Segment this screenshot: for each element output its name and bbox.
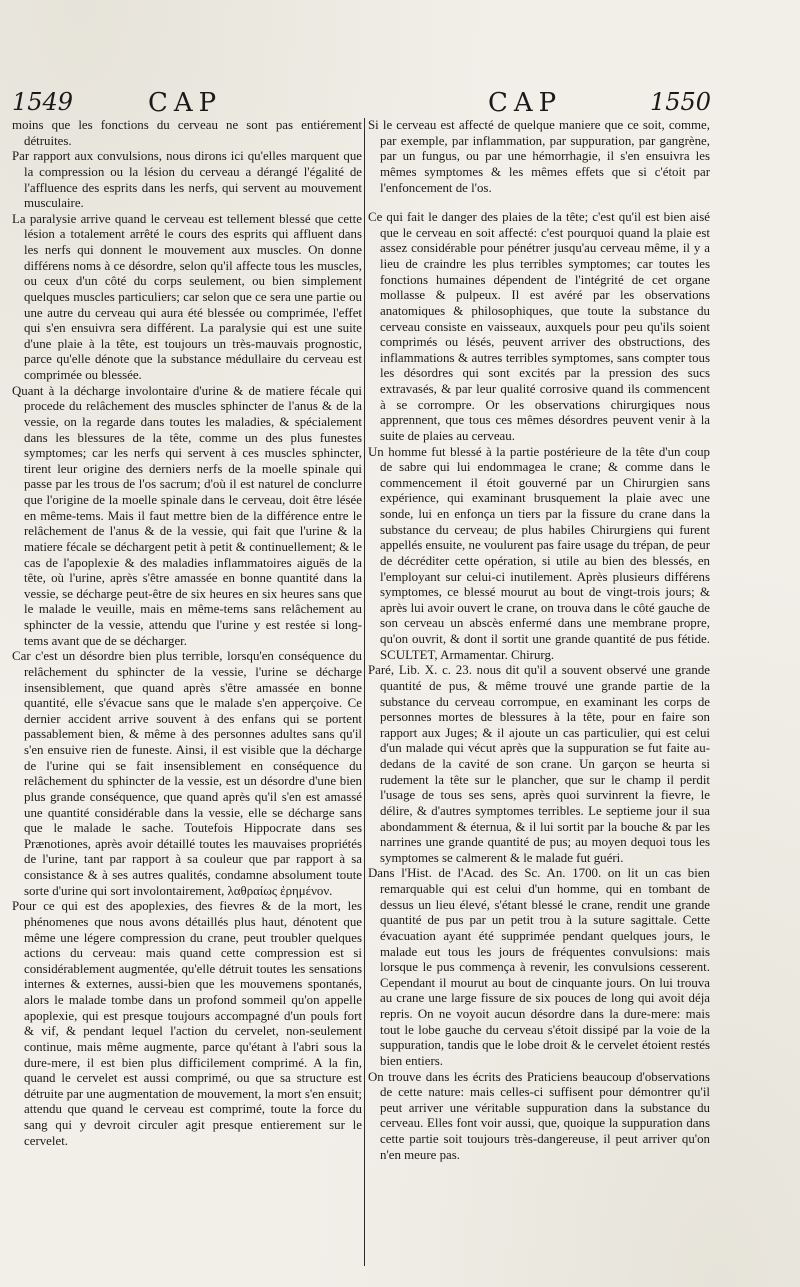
paragraph: Pour ce qui est des apoplexies, des fievres & de la mort, les phénomenes que nous avons détaillés plus haut, dénotent que même une légere compression du crane, peut troubler quelques actions du cerveau: mais quand cette compression est si considérablement augmentée, qu'elle détruit toutes les sensations internes & externes, aussi-bien que les mouvemens spontanés, alors le malade tombe dans un profond sommeil qu'on appelle apoplexie, qui est presque toujours accompagné d'un pouls fort & vif, & pendant lequel l'action du cervelet, non-seulement continue, mais même augmente, parce qu'étant à l'abri sous la dure-mere, il est bien plus difficilement comprimé. A la fin, quand le cervelet est aussi comprimé, ou que sa structure est détruite par une augmentation de mouvement, la mort s'en ensuit; attendu que quand le cerveau est comprimé, toute la force du sang qui y devroit circuler agit presque entierement sur le cervelet. <box>12 899 362 1148</box>
paragraph: Dans l'Hist. de l'Acad. des Sc. An. 1700. on lit un cas bien remarquable qui est celui d'un homme, qui en tombant de dessus un lieu élevé, s'étant blessé le crane, rendit une grande quantité de pus par un petit trou à la suture sagittale. Cette évacuation ayant été supprimée pendant quelques jours, le malade eut tous les jours de fréquentes convulsions: mais lorsque le pus commença à revenir, les convulsions cesserent. Cependant il mourut au bout de cinquante jours. On lui trouva au crane une large fissure de six pouces de long qui avoit déja repris. On ne voyoit aucun désordre dans la dure-mere: mais tout le lobe gauche du cerveau s'étoit dissipé par la voie de la suppuration, tandis que le lobe droit & le cervelet étoient restés bien entiers. <box>368 866 710 1068</box>
paragraph: Ce qui fait le danger des plaies de la tête; c'est qu'il est bien aisé que le cerveau en soit affecté: c'est pourquoi quand la plaie est assez considérable pour pénétrer jusqu'au cerveau même, il y a lieu de craindre les plus terribles symptomes; car toutes les fonctions humaines dépendent de l'intégrité de cet organe mollasse & pulpeux. Il est avéré par les observations anatomiques & philosophiques, que toute la substance du cerveau consiste en vaisseaux, auxquels pour peu qu'ils soient comprimés ou lésés, peuvent arriver des obstructions, des inflammations & autres terribles symptomes, sans compter tous les désordres qui sont excités par la pression des sucs extravasés, & par leur qualité corrosive quand ils commencent à se corrompre. Or les observations chirurgiques nous apprennent, que tous ces mêmes désordres peuvent venir à la suite de plaies au cerveau. <box>368 210 710 443</box>
running-head-right: CAP <box>488 88 563 118</box>
right-column <box>368 118 710 1163</box>
paragraph: Un homme fut blessé à la partie postérieure de la tête d'un coup de sabre qui lui endommagea le crane; & comme dans le commencement il étoit gouverné par un Chirurgien sans expérience, qui examinant brusquement la plaie avec une sonde, lui en enfonça un tiers par la fissure du crane dans la substance du cerveau; de plus habiles Chirurgiens qui furent appellés ensuite, ne voulurent pas faire usage du trépan, de peur de décréditer cette opération, si utile au bien des blessés, en l'employant sur celui-ci inutilement. Après plusieurs différens symptomes, ce blessé mourut au bout de vingt-trois jours; & après lui avoir ouvert le crane, on trouva dans le côté gauche de son cerveau un abscès enfermé dans une membrane propre, qu'on ouvrit, & dont il sortit une grande quantité de pus fétide. SCULTET, Armamentar. Chirurg. <box>368 444 710 662</box>
left-column <box>12 118 362 1149</box>
paragraph: La paralysie arrive quand le cerveau est tellement blessé que cette lésion a totalement arrêté le cours des esprits qui affluent dans les nerfs qui donnent le mouvement aux muscles. On donne différens noms à ce désordre, selon qu'il affecte tous les muscles, ou ceux d'un côté du corps seulement, ou bien simplement quelques muscles particuliers; car selon que ce sera une partie ou une autre du cerveau qui aura été blessée ou comprimée, l'effet qui s'en ensuivra sera différent. La paralysie qui est une suite d'une plaie à la tête, est toujours un très-mauvais prognostic, parce qu'elle dénote que la substance médullaire du cerveau est comprimée ou blessée. <box>12 211 362 382</box>
paragraph: Paré, Lib. X. c. 23. nous dit qu'il a souvent observé une grande quantité de pus, & même trouvé une grande partie de la substance du cerveau corrompue, en examinant les corps de personnes mortes de blessures à la tête, pour en faire son rapport aux Juges; & il ajoute un cas particulier, qui est celui d'un malade qui vécut après que la suppuration se fut faite au-dedans de la cavité de son crane. Un garçon se heurta si rudement la tête sur le plancher, que sur le champ il perdit l'usage de tous ses sens, après quoi survinrent la fievre, le délire, & d'autres symptomes terribles. Le septieme jour il sua abondamment & éternua, & il lui sortit par la bouche & par les narrines une grande quantité de pus; au moyen dequoi tous les symptomes se calmerent & le malade fut guéri. <box>368 663 710 865</box>
paragraph: On trouve dans les écrits des Praticiens beaucoup d'observations de cette nature: mais celles-ci suffisent pour démontrer qu'il peut arriver une véritable suppuration dans la substance du cerveau. Elles font voir aussi, que, quoique la suppuration dans cette partie soit toujours très-dangereuse, il peut arriver qu'on n'en meure pas. <box>368 1069 710 1162</box>
paragraph: Si le cerveau est affecté de quelque maniere que ce soit, comme, par exemple, par inflammation, par suppuration, par gangrène, par un fungus, ou par une hémorrhagie, il s'en ensuivra les mêmes symptomes & les mêmes effets que si c'étoit par l'enfoncement de l'os. <box>368 118 710 195</box>
column-divider <box>364 118 365 1266</box>
paragraph: Quant à la décharge involontaire d'urine & de matiere fécale qui procede du relâchement des muscles sphincter de l'anus & de la vessie, on la regarde dans toutes les maladies, & spécialement dans les blessures de la tête, comme un des plus funestes symptomes; car les nerfs qui servent à ces muscles sphincter, tirent leur origine des derniers nerfs de la moelle spinale qui passe par les trous de l'os sacrum; d'où il est naturel de conclurre que l'origine de la moelle spinale dans le cerveau, doit être lésée en même-tems. Mais il faut mettre bien de la différence entre le relâchement de l'anus & de la vessie, qui fait que l'urine & la matiere fécale se déchargent petit à petit & continuellement; & le cas de l'apoplexie & des maladies inflammatoires aiguës de la tête, où l'urine, après s'être amassée en bonne quantité dans la vessie, se décharge peut-être de six heures en six heures sans que le malade le veuille, mais en même-tems sans relâchement au sphincter de la vessie, attendu que l'urine y est restée si long-tems avant que de se décharger. <box>12 383 362 648</box>
paragraph: Car c'est un désordre bien plus terrible, lorsqu'en conséquence du relâchement du sphincter de la vessie, l'urine se décharge insensiblement, que quand après s'être amassée en bonne quantité, elle s'évacue sans que le malade s'en apperçoive. Ce dernier accident arrive souvent à des enfans qui se portent passablement bien, & même à des personnes adultes sans qu'il s'en ensuive rien de funeste. Ainsi, il est visible que la décharge de l'urine qui se fait insensiblement en conséquence du relâchement du sphincter de la vessie, est un désordre d'une bien plus grande conséquence, que quand après qu'il s'en est amassé une quantité considérable dans la vessie, elle se décharge sans que le malade le sache. Toutefois Hippocrate dans ses Prænotiones, après avoir détaillé toutes les mauvaises propriétés de l'urine, tant par rapport à sa couleur que par rapport à sa consistance & à ses autres qualités, condamne absolument toute sorte d'urine qui sort involontairement, λαθραίως ἐρημένον. <box>12 649 362 898</box>
paragraph: moins que les fonctions du cerveau ne sont pas entiérement détruites. <box>12 118 362 148</box>
page-number-right: 1550 <box>650 88 712 116</box>
running-head-left: CAP <box>148 88 223 118</box>
page-number-left: 1549 <box>12 88 74 116</box>
paragraph: Par rapport aux convulsions, nous dirons ici qu'elles marquent que la compression ou la lésion du cerveau a dérangé l'égalité de l'affluence des esprits dans les nerfs, qui servent au mouvement musculaire. <box>12 149 362 211</box>
